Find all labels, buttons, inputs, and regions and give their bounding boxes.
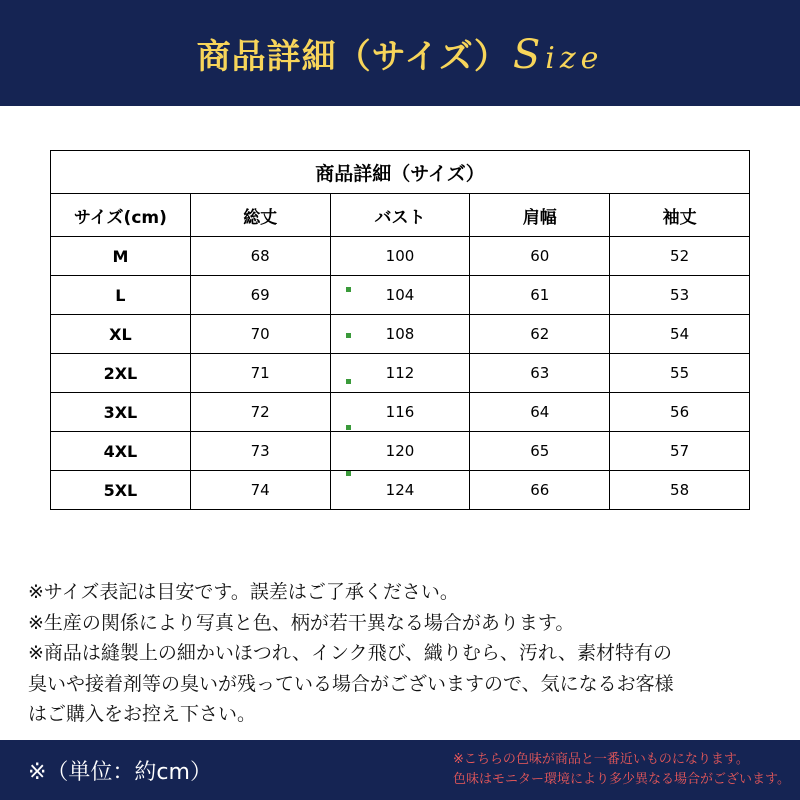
cell-sleeve: 58 xyxy=(610,471,750,510)
page-title-latin xyxy=(513,32,604,78)
table-row xyxy=(51,237,750,276)
page-title-latin-rest: ize xyxy=(545,40,604,76)
note-line: はご購入をお控え下さい。 xyxy=(28,703,257,725)
cell-size: 3XL xyxy=(51,393,191,432)
cell-shoulder: 61 xyxy=(470,276,610,315)
cell-length: 73 xyxy=(190,432,330,471)
size-table xyxy=(50,150,750,510)
note-line: 臭いや接着剤等の臭いが残っている場合がございますので、気になるお客様 xyxy=(28,672,674,695)
column-header-length: 総丈 xyxy=(190,194,330,237)
cell-shoulder: 62 xyxy=(470,315,610,354)
cell-sleeve: 53 xyxy=(610,276,750,315)
unit-note: ※（単位：約cm） xyxy=(28,759,212,785)
cell-length: 70 xyxy=(190,315,330,354)
cell-sleeve: 55 xyxy=(610,354,750,393)
table-row xyxy=(51,432,750,471)
cell-length: 74 xyxy=(190,471,330,510)
note-line: ※生産の関係により写真と色、柄が若干異なる場合があります。 xyxy=(28,611,575,634)
header-inner xyxy=(197,29,604,78)
cell-bust: 104 xyxy=(330,276,470,315)
cell-bust: 124 xyxy=(330,471,470,510)
column-header-shoulder: 肩幅 xyxy=(470,194,610,237)
cell-shoulder: 66 xyxy=(470,471,610,510)
cell-sleeve: 54 xyxy=(610,315,750,354)
footer-banner xyxy=(0,740,800,800)
tick-mark-icon xyxy=(346,333,351,338)
tick-mark-icon xyxy=(346,471,351,476)
column-header-size: サイズ(cm) xyxy=(51,194,191,237)
cell-sleeve: 57 xyxy=(610,432,750,471)
color-note xyxy=(453,750,800,790)
cell-shoulder: 64 xyxy=(470,393,610,432)
cell-size: L xyxy=(51,276,191,315)
header-banner xyxy=(0,0,800,106)
table-caption: 商品詳細（サイズ） xyxy=(51,151,750,194)
table-row xyxy=(51,276,750,315)
cell-shoulder: 60 xyxy=(470,237,610,276)
size-table-wrapper xyxy=(50,150,750,510)
tick-mark-icon xyxy=(346,379,351,384)
cell-size: M xyxy=(51,237,191,276)
note-line: ※サイズ表記は目安です。誤差はご了承ください。 xyxy=(28,581,459,603)
cell-sleeve: 52 xyxy=(610,237,750,276)
cell-length: 68 xyxy=(190,237,330,276)
cell-shoulder: 63 xyxy=(470,354,610,393)
column-header-sleeve: 袖丈 xyxy=(610,194,750,237)
table-row xyxy=(51,471,750,510)
table-header-row xyxy=(51,194,750,237)
cell-sleeve: 56 xyxy=(610,393,750,432)
note-line: ※商品は縫製上の細かいほつれ、インク飛び、織りむら、汚れ、素材特有の xyxy=(28,642,673,664)
cell-length: 71 xyxy=(190,354,330,393)
table-caption-row xyxy=(51,151,750,194)
page-title-latin-cap: S xyxy=(512,31,546,78)
cell-length: 69 xyxy=(190,276,330,315)
table-row xyxy=(51,393,750,432)
cell-bust: 108 xyxy=(330,315,470,354)
tick-mark-icon xyxy=(346,287,351,292)
cell-size: XL xyxy=(51,315,191,354)
table-row xyxy=(51,315,750,354)
cell-shoulder: 65 xyxy=(470,432,610,471)
cell-bust: 112 xyxy=(330,354,470,393)
cell-bust: 120 xyxy=(330,432,470,471)
tick-mark-icon xyxy=(346,425,351,430)
cell-size: 4XL xyxy=(51,432,191,471)
color-note-line-1: ※こちらの色味が商品と一番近いものになります。 xyxy=(453,751,749,767)
cell-size: 5XL xyxy=(51,471,191,510)
cell-bust: 116 xyxy=(330,393,470,432)
cell-size: 2XL xyxy=(51,354,191,393)
cell-bust: 100 xyxy=(330,237,470,276)
column-header-bust: バスト xyxy=(330,194,470,237)
page-title: 商品詳細（サイズ） xyxy=(196,36,509,77)
color-note-line-2: 色味はモニター環境により多少異なる場合がございます。 xyxy=(453,772,790,787)
cell-length: 72 xyxy=(190,393,330,432)
notes-block xyxy=(28,578,778,731)
table-row xyxy=(51,354,750,393)
